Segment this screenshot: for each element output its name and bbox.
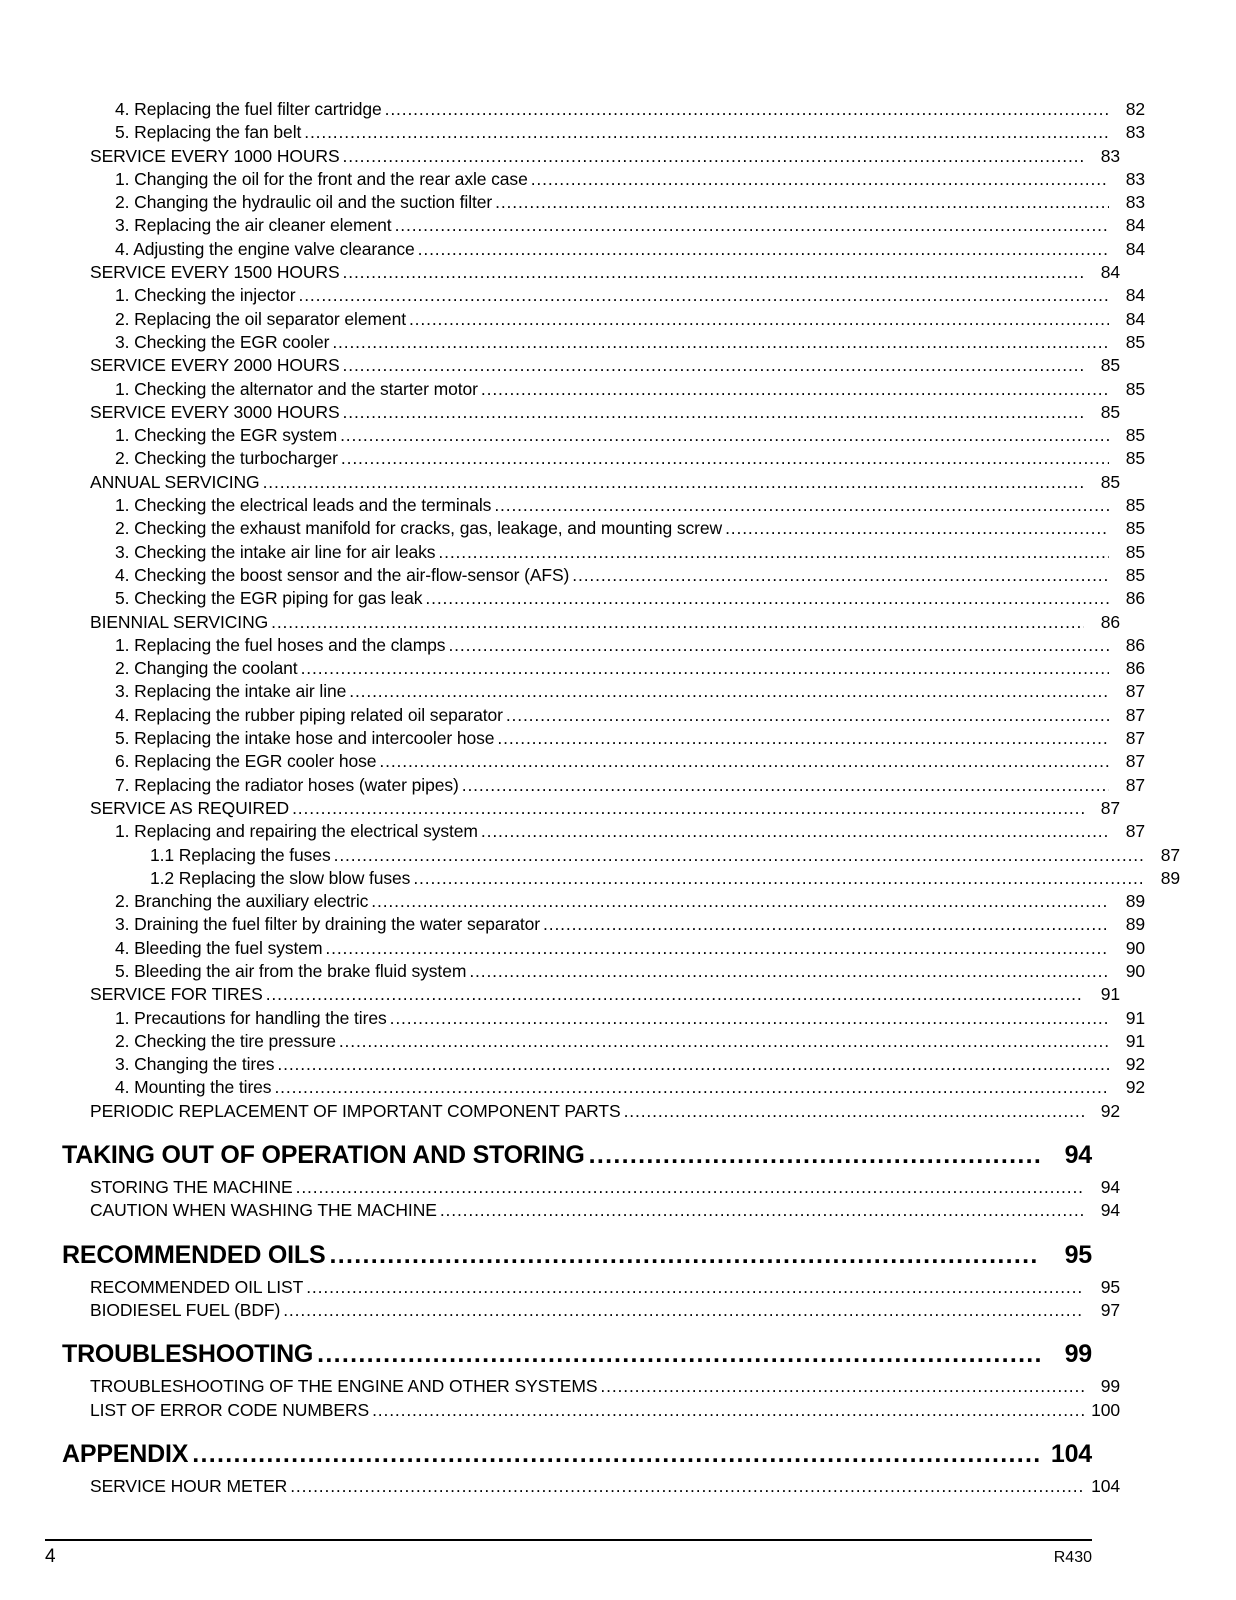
toc-entry[interactable] [115,447,1145,470]
toc-leader-dots [469,960,1109,983]
footer-divider [45,1539,1092,1541]
toc-entry[interactable] [90,354,1120,377]
toc-entry[interactable] [90,1475,1120,1498]
toc-entry-label: SERVICE EVERY 2000 HOURS [90,355,340,376]
toc-entry[interactable] [115,168,1145,191]
toc-entry-label: 4. Replacing the rubber piping related oil separator [115,704,503,725]
toc-entry-page-number: 85 [1125,378,1145,399]
toc-entry-page-number: 87 [1125,774,1145,795]
toc-leader-dots [425,587,1109,610]
toc-entry[interactable] [90,611,1120,634]
toc-entry-page-number: 85 [1125,564,1145,585]
toc-entry[interactable] [115,284,1145,307]
toc-leader-dots [334,844,1144,867]
toc-entry-label: LIST OF ERROR CODE NUMBERS [90,1399,370,1420]
toc-entry-label: SERVICE EVERY 3000 HOURS [90,401,340,422]
toc-entry-label: 7. Replacing the radiator hoses (water pipes) [115,774,459,795]
toc-entry-page-number: 83 [1125,168,1145,189]
toc-entry-page-number: 83 [1125,192,1145,213]
toc-leader-dots [413,867,1144,890]
toc-entry-page-number: 99 [1064,1340,1092,1369]
toc-entry-label: ANNUAL SERVICING [90,471,260,492]
toc-entry[interactable] [115,774,1145,797]
toc-entry-page-number: 86 [1125,588,1145,609]
toc-leader-dots [385,98,1109,121]
toc-entry[interactable] [62,1140,1092,1170]
toc-leader-dots [339,1030,1109,1053]
toc-leader-dots [296,1176,1084,1199]
toc-entry-page-number: 87 [1125,681,1145,702]
toc-entry-label: 6. Replacing the EGR cooler hose [115,751,377,772]
toc-leader-dots [572,564,1109,587]
toc-entry-page-number: 89 [1125,891,1145,912]
toc-entry[interactable] [90,1299,1120,1322]
toc-entry-page-number: 92 [1100,1100,1120,1121]
footer-document-code: R430 [1053,1549,1092,1566]
toc-leader-dots [292,797,1084,820]
toc-entry-page-number: 89 [1160,867,1180,888]
toc-entry-page-number: 82 [1125,99,1145,119]
toc-entry-page-number: 92 [1125,1077,1145,1098]
toc-entry[interactable] [115,913,1145,936]
toc-leader-dots [329,1240,1040,1270]
toc-entry-label: 1. Checking the injector [115,285,296,306]
toc-entry[interactable] [115,191,1145,214]
toc-entry-label: RECOMMENDED OILS [62,1240,326,1269]
toc-entry-label: BIODIESEL FUEL (BDF) [90,1299,281,1320]
toc-entry[interactable] [115,750,1145,773]
toc-entry[interactable] [115,727,1145,750]
toc-entry-page-number: 91 [1125,1007,1145,1028]
toc-entry-page-number: 91 [1125,1030,1145,1051]
toc-entry-page-number: 100 [1091,1399,1120,1420]
toc-entry-page-number: 85 [1125,541,1145,562]
toc-entry[interactable] [150,844,1180,867]
toc-entry-page-number: 85 [1125,495,1145,516]
toc-entry-label: RECOMMENDED OIL LIST [90,1276,304,1297]
toc-leader-dots [531,168,1109,191]
toc-leader-dots [332,331,1109,354]
toc-leader-dots [325,937,1109,960]
toc-entry-label: 5. Checking the EGR piping for gas leak [115,588,423,609]
table-of-contents [62,98,1180,1498]
toc-entry-label: 1. Checking the electrical leads and the terminals [115,495,492,516]
toc-entry[interactable] [150,867,1180,890]
toc-entry-page-number: 84 [1125,238,1145,259]
toc-entry-page-number: 83 [1125,122,1145,143]
toc-leader-dots [395,214,1109,237]
toc-entry-label: 1. Checking the alternator and the starter motor [115,378,478,399]
toc-entry-label: 1. Replacing the fuel hoses and the clamps [115,634,446,655]
toc-entry[interactable] [115,238,1145,261]
toc-entry-page-number: 85 [1125,518,1145,539]
toc-entry-label: 4. Checking the boost sensor and the air-flow-sensor (AFS) [115,564,570,585]
toc-entry[interactable] [90,1399,1120,1422]
toc-leader-dots [343,261,1084,284]
toc-entry-label: 1. Replacing and repairing the electrical system [115,821,478,842]
toc-entry-label: PERIODIC REPLACEMENT OF IMPORTANT COMPONENT PARTS [90,1100,621,1121]
toc-entry[interactable] [115,494,1145,517]
toc-entry-label: 3. Replacing the air cleaner element [115,215,392,236]
toc-entry-label: APPENDIX [62,1439,189,1468]
toc-entry-label: 5. Replacing the fan belt [115,122,302,143]
toc-entry[interactable] [90,1176,1120,1199]
toc-entry-label: 3. Checking the EGR cooler [115,331,330,352]
toc-leader-dots [371,890,1109,913]
toc-entry[interactable] [90,261,1120,284]
toc-entry-label: TROUBLESHOOTING OF THE ENGINE AND OTHER SYSTEMS [90,1376,598,1397]
toc-entry[interactable] [90,1100,1120,1123]
toc-entry-label: STORING THE MACHINE [90,1177,293,1198]
toc-leader-dots [543,913,1109,936]
toc-entry-page-number: 85 [1125,448,1145,469]
toc-entry-label: 2. Branching the auxiliary electric [115,891,369,912]
toc-leader-dots [589,1140,1040,1170]
toc-leader-dots [372,1399,1084,1422]
toc-entry[interactable] [115,1053,1145,1076]
toc-entry-label: 5. Bleeding the air from the brake fluid system [115,960,467,981]
toc-entry-label: 4. Adjusting the engine valve clearance [115,238,415,259]
toc-entry[interactable] [115,657,1145,680]
toc-leader-dots [409,308,1109,331]
toc-entry-page-number: 87 [1125,728,1145,749]
toc-entry-label: BIENNIAL SERVICING [90,611,269,632]
toc-entry-label: SERVICE HOUR METER [90,1475,288,1496]
toc-entry[interactable] [115,1007,1145,1030]
toc-leader-dots [462,774,1109,797]
toc-entry-label: 2. Replacing the oil separator element [115,308,406,329]
toc-entry[interactable] [90,1276,1120,1299]
toc-entry[interactable] [62,1339,1092,1369]
toc-entry-page-number: 95 [1064,1240,1092,1269]
toc-entry-page-number: 85 [1100,355,1120,376]
toc-leader-dots [418,238,1109,261]
toc-entry[interactable] [115,517,1145,540]
toc-entry[interactable] [115,1030,1145,1053]
toc-leader-dots [495,191,1109,214]
toc-entry-label: 2. Changing the coolant [115,658,298,679]
toc-entry-label: 3. Changing the tires [115,1054,275,1075]
toc-leader-dots [263,471,1084,494]
toc-leader-dots [624,1100,1084,1123]
toc-entry-label: 4. Bleeding the fuel system [115,937,323,958]
toc-entry-page-number: 95 [1100,1276,1120,1297]
toc-entry[interactable] [115,98,1145,121]
toc-entry-page-number: 90 [1125,960,1145,981]
toc-leader-dots [494,494,1109,517]
toc-leader-dots [343,354,1084,377]
toc-entry[interactable] [90,1375,1120,1398]
toc-entry-page-number: 87 [1160,844,1180,865]
toc-leader-dots [379,750,1109,773]
toc-entry[interactable] [115,890,1145,913]
toc-leader-dots [448,634,1109,657]
toc-entry-page-number: 84 [1125,308,1145,329]
toc-entry[interactable] [90,471,1120,494]
toc-entry-label: 3. Checking the intake air line for air leaks [115,541,436,562]
toc-entry[interactable] [90,145,1120,168]
toc-entry[interactable] [115,424,1145,447]
toc-entry[interactable] [62,1240,1092,1270]
toc-leader-dots [390,1007,1109,1030]
toc-entry[interactable] [90,401,1120,424]
toc-entry[interactable] [115,541,1145,564]
toc-entry-page-number: 87 [1125,751,1145,772]
toc-entry-page-number: 84 [1125,285,1145,306]
toc-leader-dots [481,378,1109,401]
toc-entry-page-number: 86 [1125,658,1145,679]
toc-entry-label: TAKING OUT OF OPERATION AND STORING [62,1141,585,1170]
toc-entry-page-number: 84 [1100,262,1120,283]
toc-entry-page-number: 87 [1125,821,1145,842]
toc-entry[interactable] [115,937,1145,960]
toc-entry-page-number: 92 [1125,1054,1145,1075]
toc-entry-label: 3. Draining the fuel filter by draining the water separator [115,914,541,935]
toc-entry[interactable] [115,214,1145,237]
toc-entry[interactable] [115,587,1145,610]
toc-entry-page-number: 99 [1100,1376,1120,1397]
toc-leader-dots [306,1276,1084,1299]
toc-leader-dots [274,1076,1109,1099]
toc-entry-page-number: 87 [1125,704,1145,725]
toc-entry-label: 4. Mounting the tires [115,1077,272,1098]
toc-entry-label: 2. Checking the exhaust manifold for cracks, gas, leakage, and mounting screw [115,518,723,539]
toc-entry-label: 2. Checking the turbocharger [115,448,338,469]
toc-entry[interactable] [115,564,1145,587]
toc-entry-label: 4. Replacing the fuel filter cartridge [115,99,382,119]
toc-leader-dots [301,657,1109,680]
toc-entry-page-number: 86 [1100,611,1120,632]
toc-entry-page-number: 97 [1100,1299,1120,1320]
toc-entry-page-number: 85 [1100,471,1120,492]
toc-entry[interactable] [115,308,1145,331]
toc-entry-page-number: 104 [1091,1475,1120,1496]
toc-leader-dots [192,1439,1040,1469]
toc-entry-page-number: 85 [1100,401,1120,422]
toc-leader-dots [349,680,1109,703]
toc-entry-label: CAUTION WHEN WASHING THE MACHINE [90,1200,437,1221]
toc-leader-dots [340,424,1109,447]
toc-leader-dots [343,145,1084,168]
toc-entry[interactable] [115,820,1145,843]
toc-entry-label: 1. Changing the oil for the front and the rear axle case [115,168,528,189]
toc-entry-label: TROUBLESHOOTING [62,1340,314,1369]
toc-entry[interactable] [90,797,1120,820]
toc-entry[interactable] [115,680,1145,703]
toc-entry-label: 2. Checking the tire pressure [115,1030,336,1051]
toc-leader-dots [440,1199,1084,1222]
toc-leader-dots [506,704,1109,727]
toc-leader-dots [343,401,1084,424]
toc-entry[interactable] [115,1076,1145,1099]
toc-entry-label: SERVICE AS REQUIRED [90,797,290,818]
toc-entry-label: 1.1 Replacing the fuses [150,844,331,865]
toc-leader-dots [283,1299,1084,1322]
toc-entry[interactable] [115,960,1145,983]
toc-leader-dots [725,517,1109,540]
toc-entry-label: 5. Replacing the intake hose and intercooler hose [115,728,495,749]
toc-entry-page-number: 85 [1125,425,1145,446]
toc-entry-label: SERVICE FOR TIRES [90,984,263,1005]
toc-leader-dots [600,1375,1084,1398]
toc-entry-label: SERVICE EVERY 1000 HOURS [90,145,340,166]
toc-entry-page-number: 94 [1064,1141,1092,1170]
toc-leader-dots [290,1475,1084,1498]
toc-leader-dots [298,284,1109,307]
toc-entry-page-number: 104 [1050,1439,1092,1468]
toc-entry-page-number: 91 [1100,984,1120,1005]
toc-leader-dots [266,983,1084,1006]
toc-entry-page-number: 83 [1100,145,1120,166]
toc-entry-label: 1. Precautions for handling the tires [115,1007,387,1028]
toc-entry-page-number: 84 [1125,215,1145,236]
toc-entry-label: SERVICE EVERY 1500 HOURS [90,262,340,283]
toc-entry[interactable] [90,1199,1120,1222]
toc-entry-page-number: 86 [1125,634,1145,655]
toc-entry[interactable] [62,1439,1092,1469]
toc-entry-page-number: 85 [1125,331,1145,352]
toc-leader-dots [304,121,1109,144]
toc-entry-page-number: 94 [1100,1177,1120,1198]
toc-entry[interactable] [115,121,1145,144]
toc-entry-page-number: 87 [1100,797,1120,818]
toc-leader-dots [317,1339,1040,1369]
toc-leader-dots [481,820,1109,843]
toc-entry-page-number: 90 [1125,937,1145,958]
toc-leader-dots [341,447,1109,470]
toc-entry-label: 2. Changing the hydraulic oil and the suction filter [115,192,493,213]
toc-entry-page-number: 89 [1125,914,1145,935]
toc-leader-dots [271,611,1084,634]
toc-entry-label: 3. Replacing the intake air line [115,681,347,702]
page-footer [45,1546,1092,1568]
toc-leader-dots [438,541,1109,564]
footer-page-number: 4 [45,1546,56,1567]
toc-entry[interactable] [115,704,1145,727]
toc-entry-label: 1. Checking the EGR system [115,425,338,446]
toc-entry-page-number: 94 [1100,1200,1120,1221]
toc-entry[interactable] [115,331,1145,354]
toc-leader-dots [497,727,1109,750]
toc-entry-label: 1.2 Replacing the slow blow fuses [150,867,411,888]
toc-leader-dots [277,1053,1109,1076]
toc-entry[interactable] [115,634,1145,657]
toc-entry[interactable] [90,983,1120,1006]
toc-entry[interactable] [115,378,1145,401]
